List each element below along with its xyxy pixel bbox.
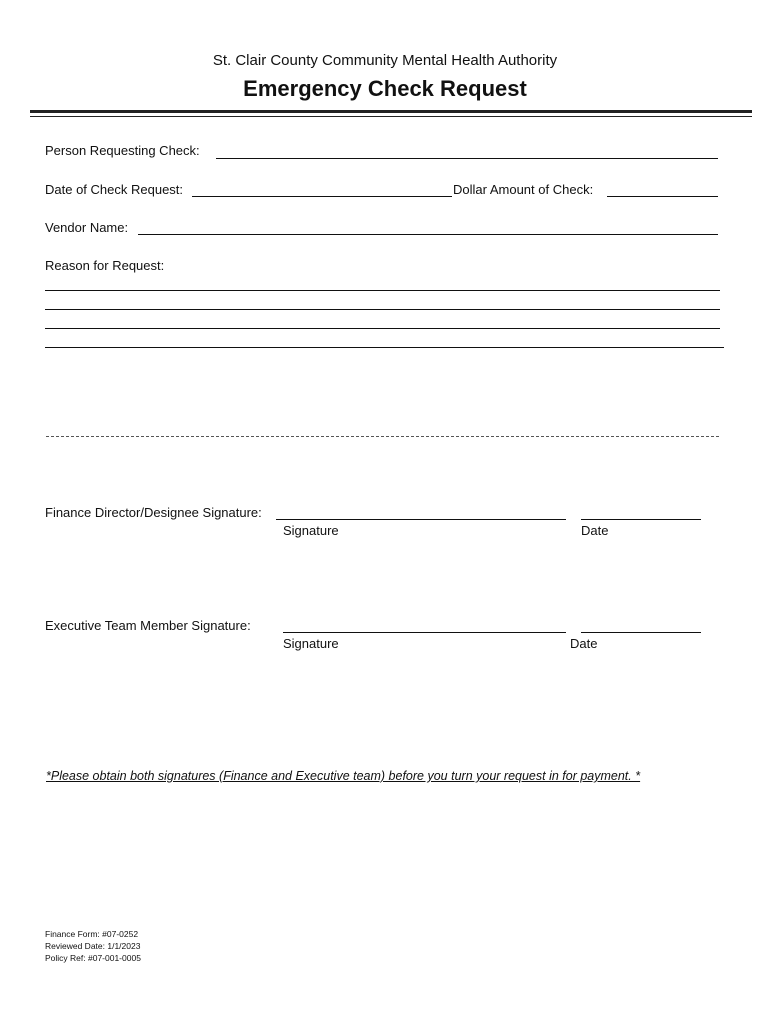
reason-line-3[interactable] — [45, 328, 720, 329]
footer-info — [45, 928, 141, 964]
vendor-name-label: Vendor Name: — [45, 220, 129, 235]
header-divider-thin — [30, 116, 752, 117]
reason-line-4[interactable] — [45, 347, 724, 348]
reason-line-1[interactable] — [45, 290, 720, 291]
executive-signature-field[interactable] — [283, 632, 566, 633]
vendor-name-field[interactable] — [138, 234, 718, 235]
executive-date-caption: Date — [570, 636, 598, 651]
finance-signature-caption: Signature — [283, 523, 339, 538]
signature-note: *Please obtain both signatures (Finance and Executive team) before you turn your request in for payment. * — [46, 769, 641, 783]
person-requesting-field[interactable] — [216, 158, 718, 159]
reason-line-2[interactable] — [45, 309, 720, 310]
finance-date-caption: Date — [581, 523, 609, 538]
finance-date-field[interactable] — [581, 519, 701, 520]
finance-signature-label: Finance Director/Designee Signature: — [45, 505, 262, 520]
dollar-amount-field[interactable] — [607, 196, 718, 197]
dollar-amount-label: Dollar Amount of Check: — [453, 182, 594, 197]
date-of-request-field[interactable] — [192, 196, 452, 197]
executive-signature-caption: Signature — [283, 636, 339, 651]
person-requesting-label: Person Requesting Check: — [45, 143, 200, 158]
reason-label: Reason for Request: — [45, 258, 165, 273]
finance-signature-field[interactable] — [276, 519, 566, 520]
executive-signature-label: Executive Team Member Signature: — [45, 618, 251, 633]
footer-reviewed-date: Reviewed Date: 1/1/2023 — [45, 941, 141, 951]
form-title: Emergency Check Request — [243, 76, 527, 101]
footer-form-number: Finance Form: #07-0252 — [45, 929, 139, 939]
header-divider-thick — [30, 110, 752, 113]
organization-name: St. Clair County Community Mental Health Authority — [212, 52, 558, 69]
dashed-separator — [46, 436, 719, 437]
footer-policy-ref: Policy Ref: #07-001-0005 — [45, 953, 141, 963]
executive-date-field[interactable] — [581, 632, 701, 633]
date-of-request-label: Date of Check Request: — [45, 182, 184, 197]
